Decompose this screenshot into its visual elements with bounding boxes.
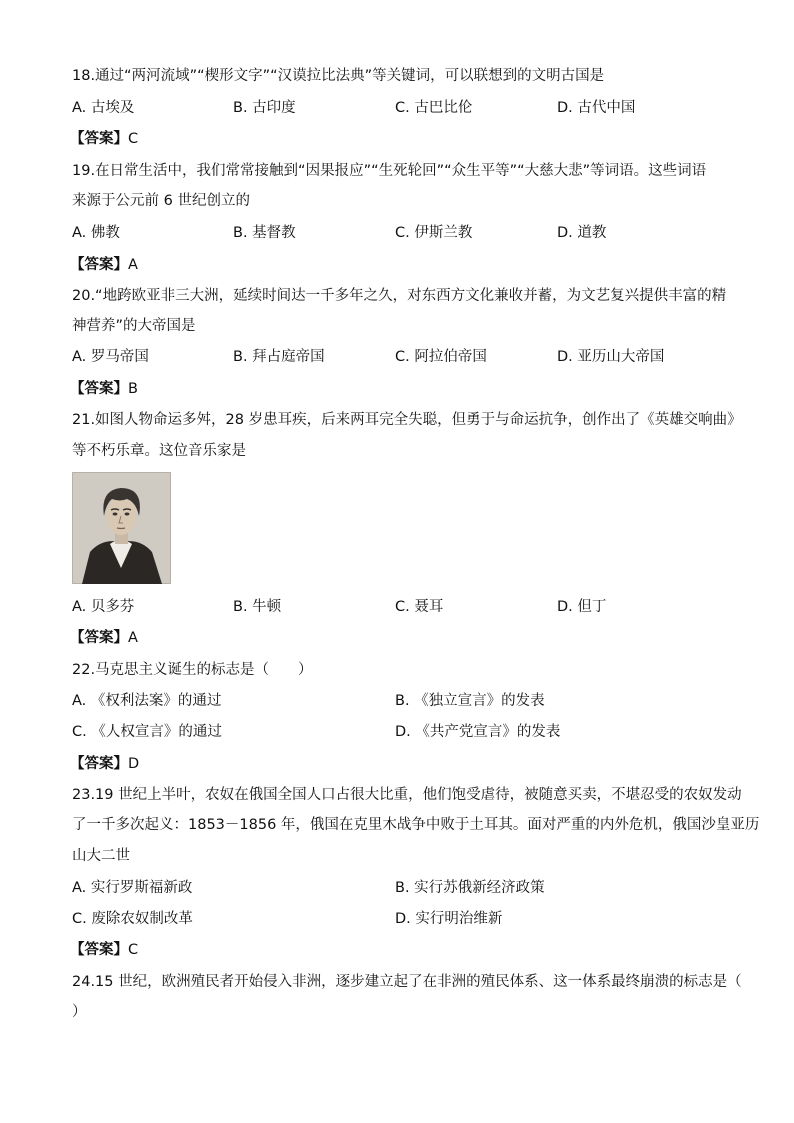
question-21-answer xyxy=(70,628,138,648)
question-22-option-d: D. 《共产党宣言》的发表 xyxy=(395,724,561,740)
question-23-answer xyxy=(70,940,138,960)
question-19-text-line-2: 来源于公元前 6 世纪创立的 xyxy=(72,193,250,209)
question-19-answer xyxy=(70,255,138,275)
answer-value: C xyxy=(128,131,139,147)
question-19-option-d: D. 道教 xyxy=(557,225,607,241)
question-23-text-line-3: 山大二世 xyxy=(72,848,130,864)
question-23-text-line-1: 23.19 世纪上半叶，农奴在俄国全国人口占很大比重，他们饱受虐待，被随意买卖，不堪忍受的农奴发动 xyxy=(72,787,742,803)
question-21-option-d: D. 但丁 xyxy=(557,599,607,615)
answer-label: 【答案】 xyxy=(70,381,128,397)
question-20-option-b: B. 拜占庭帝国 xyxy=(233,349,325,365)
answer-value: D xyxy=(128,756,140,772)
question-20-text-line-1: 20.“地跨欧亚非三大洲，延续时间达一千多年之久，对东西方文化兼收并蓄，为文艺复兴提供丰富的精 xyxy=(72,288,727,304)
question-22-option-a: A. 《权利法案》的通过 xyxy=(72,693,222,709)
question-18-text-line-1: 18.通过“两河流域”“楔形文字”“汉谟拉比法典”等关键词，可以联想到的文明古国是 xyxy=(72,68,605,84)
question-18-answer xyxy=(70,129,138,149)
answer-label: 【答案】 xyxy=(70,131,128,147)
question-19-option-b: B. 基督教 xyxy=(233,225,296,241)
question-20-option-a: A. 罗马帝国 xyxy=(72,349,149,365)
question-20-text-line-2: 神营养”的大帝国是 xyxy=(72,318,196,334)
question-18-option-a: A. 古埃及 xyxy=(72,100,135,116)
answer-label: 【答案】 xyxy=(70,630,128,646)
question-21-option-b: B. 牛顿 xyxy=(233,599,282,615)
question-21-option-c: C. 聂耳 xyxy=(395,599,444,615)
question-23-option-c: C. 废除农奴制改革 xyxy=(72,911,193,927)
question-20-answer xyxy=(70,379,138,399)
question-19-text-line-1: 19.在日常生活中，我们常常接触到“因果报应”“生死轮回”“众生平等”“大慈大悲”等词语。这些词语 xyxy=(72,163,707,179)
question-23-option-a: A. 实行罗斯福新政 xyxy=(72,880,193,896)
answer-label: 【答案】 xyxy=(70,257,128,273)
question-19-option-a: A. 佛教 xyxy=(72,225,120,241)
question-18-option-b: B. 古印度 xyxy=(233,100,296,116)
question-21-text-line-1: 21.如图人物命运多舛，28 岁患耳疾，后来两耳完全失聪，但勇于与命运抗争，创作出了《英雄交响曲》 xyxy=(72,412,742,428)
question-20-option-d: D. 亚历山大帝国 xyxy=(557,349,665,365)
composer-portrait-image xyxy=(72,472,171,584)
question-22-option-b: B. 《独立宣言》的发表 xyxy=(395,693,545,709)
question-23-text-line-2: 了一千多次起义：1853－1856 年，俄国在克里木战争中败于土耳其。面对严重的内外危机，俄国沙皇亚历 xyxy=(72,817,760,833)
question-21-text-line-2: 等不朽乐章。这位音乐家是 xyxy=(72,443,246,459)
question-22-option-c: C. 《人权宣言》的通过 xyxy=(72,724,222,740)
question-23-option-d: D. 实行明治维新 xyxy=(395,911,503,927)
answer-value: C xyxy=(128,942,139,958)
question-24-text-line-1: 24.15 世纪，欧洲殖民者开始侵入非洲，逐步建立起了在非洲的殖民体系、这一体系最终崩溃的标志是（ xyxy=(72,974,742,990)
question-20-option-c: C. 阿拉伯帝国 xyxy=(395,349,487,365)
question-18-option-d: D. 古代中国 xyxy=(557,100,636,116)
answer-value: A xyxy=(128,630,138,646)
answer-value: A xyxy=(128,257,138,273)
answer-label: 【答案】 xyxy=(70,756,128,772)
question-23-option-b: B. 实行苏俄新经济政策 xyxy=(395,880,545,896)
question-19-option-c: C. 伊斯兰教 xyxy=(395,225,473,241)
question-22-answer xyxy=(70,754,139,774)
question-21-option-a: A. 贝多芬 xyxy=(72,599,135,615)
question-24-text-line-2: ） xyxy=(72,1004,87,1020)
question-18-option-c: C. 古巴比伦 xyxy=(395,100,473,116)
question-22-text-line-1: 22.马克思主义诞生的标志是（ ） xyxy=(72,662,313,678)
answer-label: 【答案】 xyxy=(70,942,128,958)
answer-value: B xyxy=(128,381,138,397)
